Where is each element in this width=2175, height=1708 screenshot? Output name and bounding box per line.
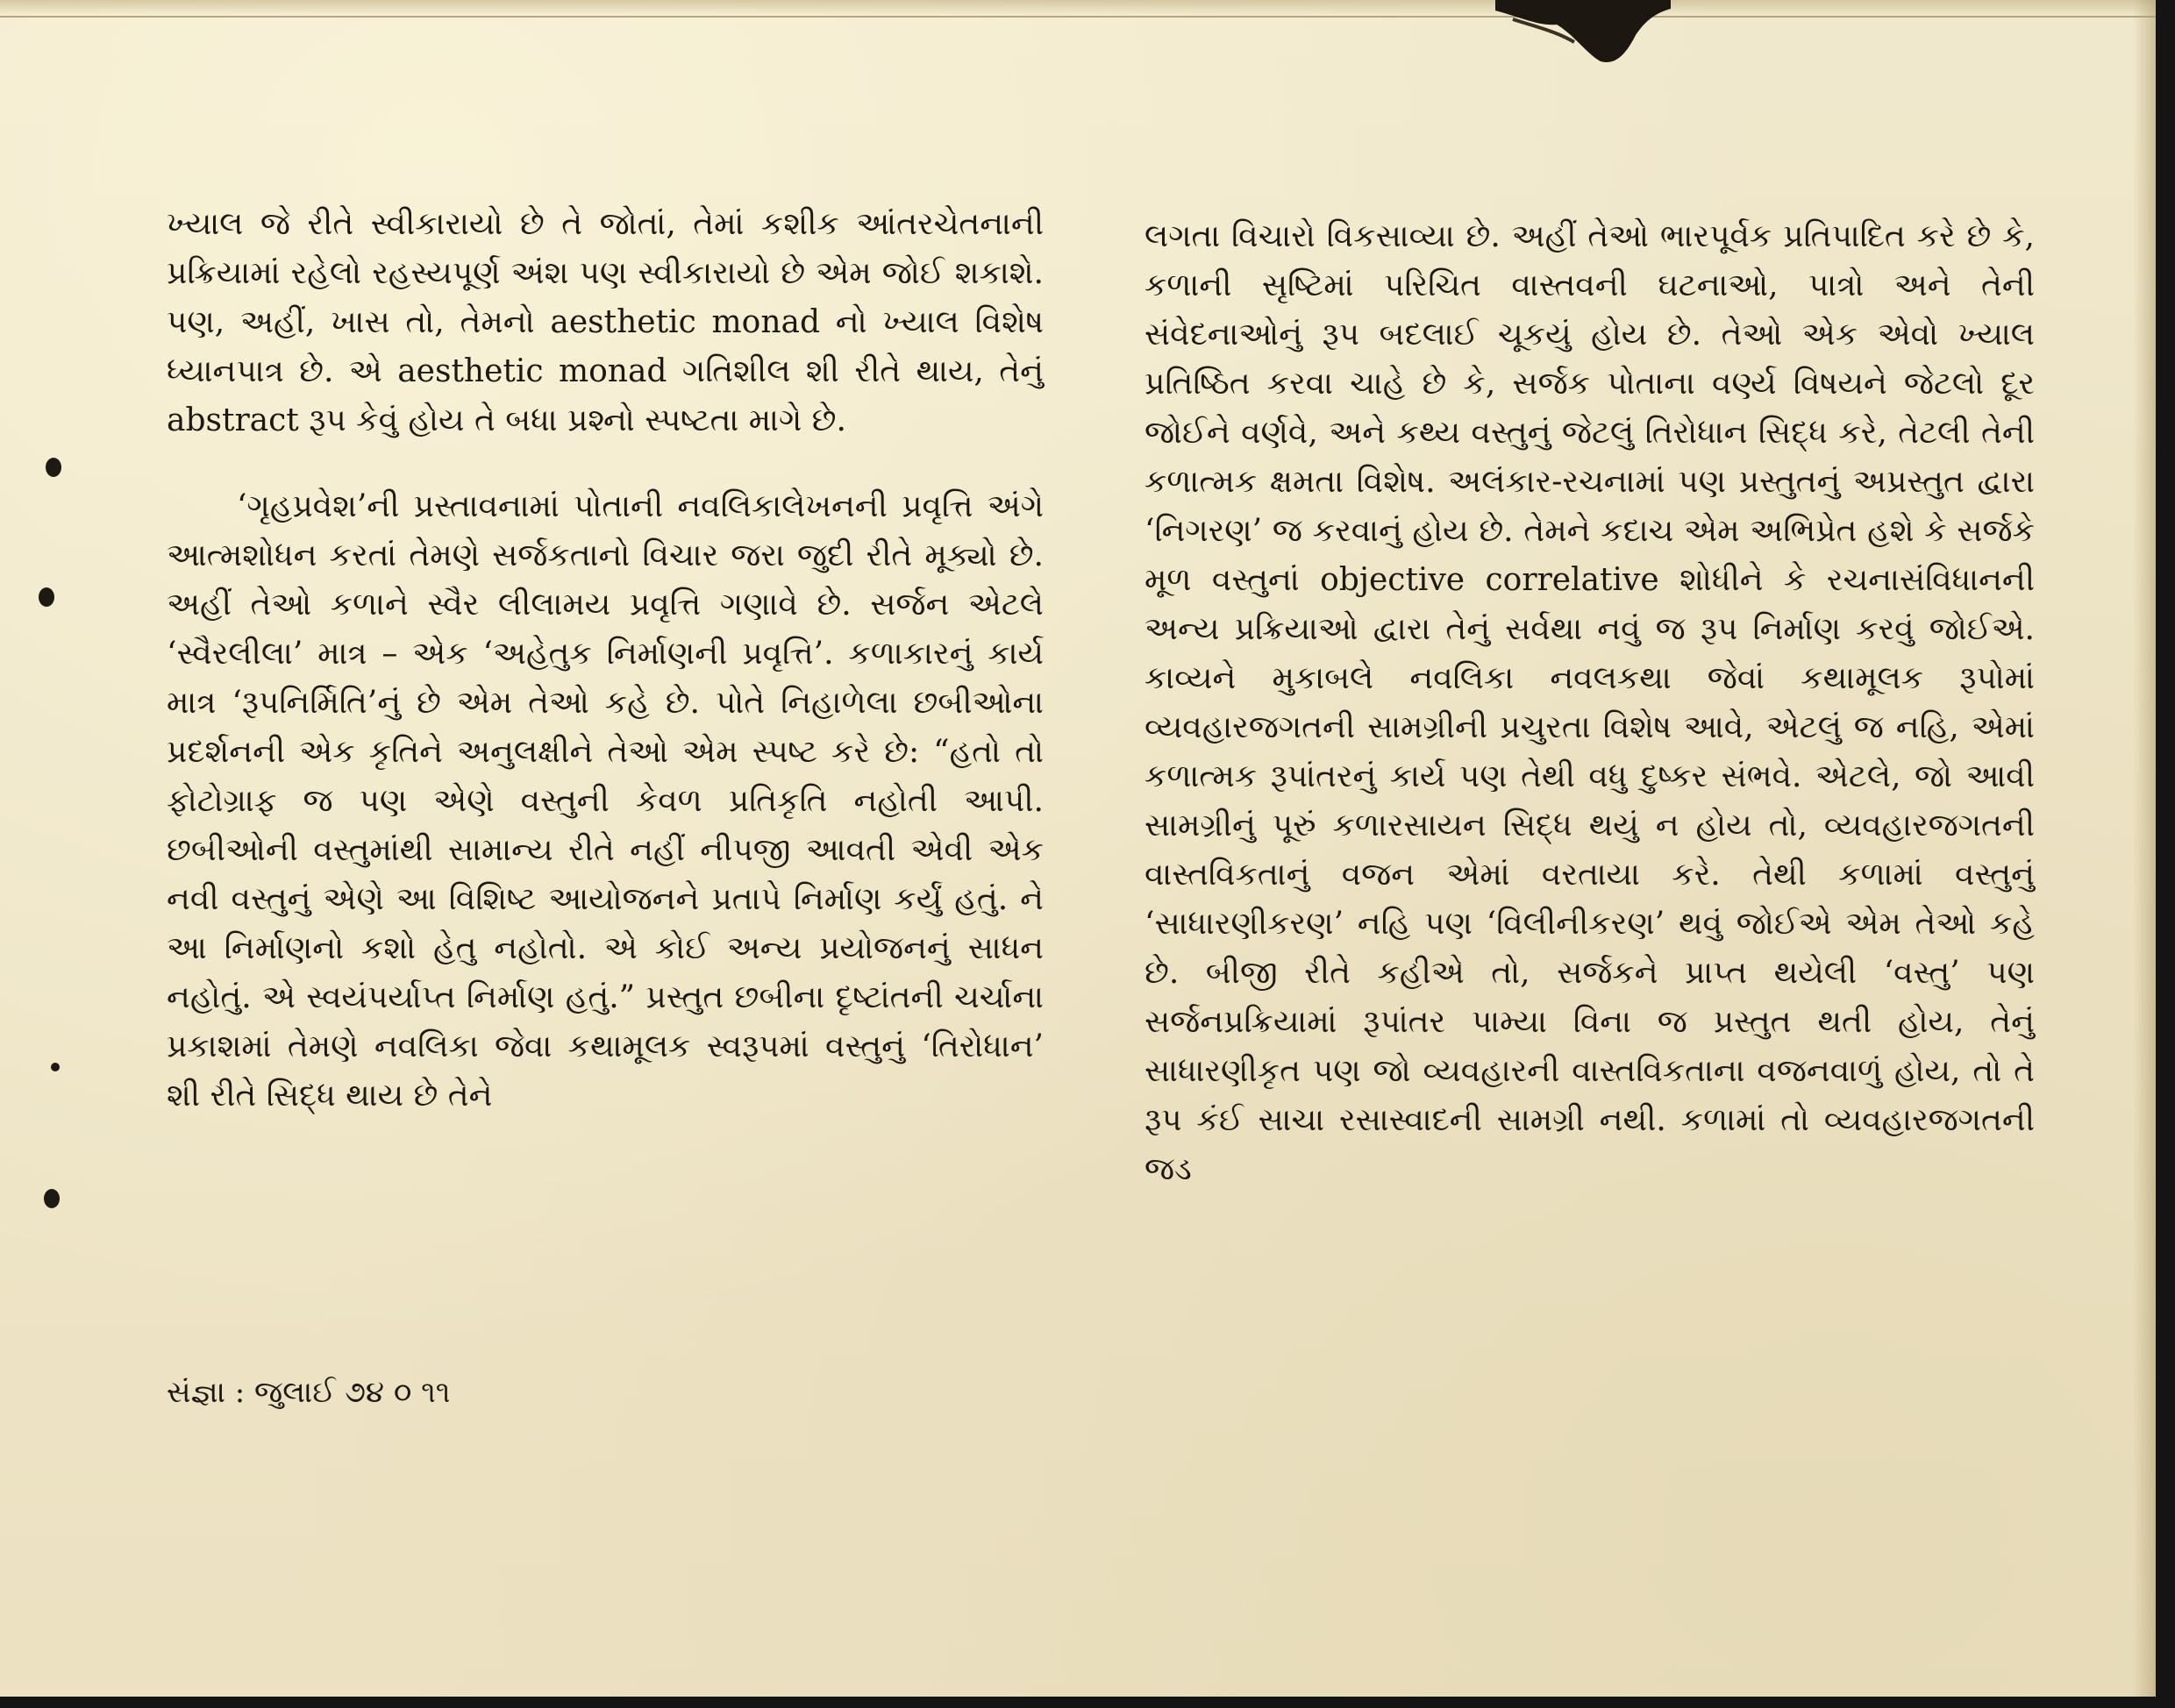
binding-hole-mark bbox=[46, 458, 61, 477]
page-top-edge bbox=[0, 0, 2156, 18]
right-paragraph-1: લગતા વિચારો વિકસાવ્યા છે. અહીં તેઓ ભારપૂર્વક પ્રતિપાદિત કરે છે કે, કળાની સૃષ્ટિમાં પરિચિત વાસ્તવની ઘટનાઓ, પાત્રો અને તેની સંવેદનાઓનું રૂપ બદલાઈ ચૂકયું હોય છે. તેઓ એક એવો ખ્યાલ પ્રતિષ્ઠિત કરવા ચાહે છે કે, સર્જક પોતાના વર્ણ્ય વિષયને જેટલો દૂર જોઈને વર્ણવે, અને કથ્ય વસ્તુનું જેટલું તિરોધાન સિદ્ધ કરે, તેટલી તેની કળાત્મક ક્ષમતા વિશેષ. અલંકાર-રચનામાં પણ પ્રસ્તુતનું અપ્રસ્તુત દ્વારા ‘નિગરણ’ જ કરવાનું હોય છે. તેમને કદાચ એમ અભિપ્રેત હશે કે સર્જકે મૂળ વસ્તુનાં objective correlative શોધીને કે રચનાસંવિધાનની અન્ય પ્રક્રિયાઓ દ્વારા તેનું સર્વથા નવું જ રૂપ નિર્માણ કરવું જોઈએ. કાવ્યને મુકાબલે નવલિકા નવલકથા જેવાં કથામૂલક રૂપોમાં વ્યવહારજગતની સામગ્રીની પ્રચુરતા વિશેષ આવે, એટલું જ નહિ, એમાં કળાત્મક રૂપાંતરનું કાર્ય પણ તેથી વધુ દુષ્કર સંભવે. એટલે, જો આવી સામગ્રીનું પૂરું કળારસાયન સિદ્ધ થયું ન હોય તો, વ્યવહારજગતની વાસ્તવિકતાનું વજન એમાં વરતાયા કરે. તેથી કળામાં વસ્તુનું ‘સાધારણીકરણ’ નહિ પણ ‘વિલીનીકરણ’ થવું જોઈએ એમ તેઓ કહે છે. બીજી રીતે કહીએ તો, સર્જકને પ્રાપ્ત થયેલી ‘વસ્તુ’ પણ સર્જનપ્રક્રિયામાં રૂપાંતર પામ્યા વિના જ પ્રસ્તુત થતી હોય, તેનું સાધારણીકૃત પણ જો વ્યવહારની વાસ્તવિકતાના વજનવાળું હોય, તો તે રૂપ કંઈ સાચા રસાસ્વાદની સામગ્રી નથી. કળામાં તો વ્યવહારજગતની જડ bbox=[1145, 218, 2035, 1187]
binding-hole-mark bbox=[39, 587, 54, 607]
binding-hole-mark bbox=[51, 1063, 60, 1071]
torn-corner-mark bbox=[1495, 0, 1671, 75]
right-column bbox=[1145, 212, 2035, 1194]
page-right-shadow bbox=[2133, 0, 2156, 1697]
left-column bbox=[167, 200, 1044, 1121]
left-paragraph-2: ‘ગૃહપ્રવેશ’ની પ્રસ્તાવનામાં પોતાની નવલિકાલેખનની પ્રવૃત્તિ અંગે આત્મશોધન કરતાં તેમણે સર્જકતાનો વિચાર જરા જુદી રીતે મૂક્યો છે. અહીં તેઓ કળાને સ્વૈર લીલામય પ્રવૃત્તિ ગણાવે છે. સર્જન એટલે ‘સ્વૈરલીલા’ માત્ર – એક ‘અહેતુક નિર્માણની પ્રવૃત્તિ’. કળાકારનું કાર્ય માત્ર ‘રૂપનિર્મિતિ’નું છે એમ તેઓ કહે છે. પોતે નિહાળેલા છબીઓના પ્રદર્શનની એક કૃતિને અનુલક્ષીને તેઓ એમ સ્પષ્ટ કરે છે: “હતો તો ફોટોગ્રાફ જ પણ એણે વસ્તુની કેવળ પ્રતિકૃતિ નહોતી આપી. છબીઓની વસ્તુમાંથી સામાન્ય રીતે નહીં નીપજી આવતી એવી એક નવી વસ્તુનું એણે આ વિશિષ્ટ આયોજનને પ્રતાપે નિર્માણ કર્યું હતું. ને આ નિર્માણનો કશો હેતુ નહોતો. એ કોઈ અન્ય પ્રયોજનનું સાધન નહોતું. એ સ્વયંપર્યાપ્ત નિર્માણ હતું.” પ્રસ્તુત છબીના દૃષ્ટાંતની ચર્ચાના પ્રકાશમાં તેમણે નવલિકા જેવા કથામૂલક સ્વરૂપમાં વસ્તુનું ‘તિરોધાન’ શી રીતે સિદ્ધ થાય છે તેને bbox=[167, 488, 1044, 1114]
page-footer: સંજ્ઞા : જુલાઈ ૭૪ ૦ ૧૧ bbox=[167, 1375, 451, 1410]
binding-hole-mark bbox=[44, 1189, 60, 1208]
left-paragraph-1: ખ્યાલ જે રીતે સ્વીકારાયો છે તે જોતાં, તેમાં કશીક આંતરચેતનાની પ્રક્રિયામાં રહેલો રહસ્યપૂર્ણ અંશ પણ સ્વીકારાયો છે એમ જોઈ શકાશે. પણ, અહીં, ખાસ તો, તેમનો aesthetic monad નો ખ્યાલ વિશેષ ધ્યાનપાત્ર છે. એ aesthetic monad ગતિશીલ શી રીતે થાય, તેનું abstract રૂપ કેવું હોય તે બધા પ્રશ્નો સ્પષ્ટતા માગે છે. bbox=[167, 206, 1044, 438]
